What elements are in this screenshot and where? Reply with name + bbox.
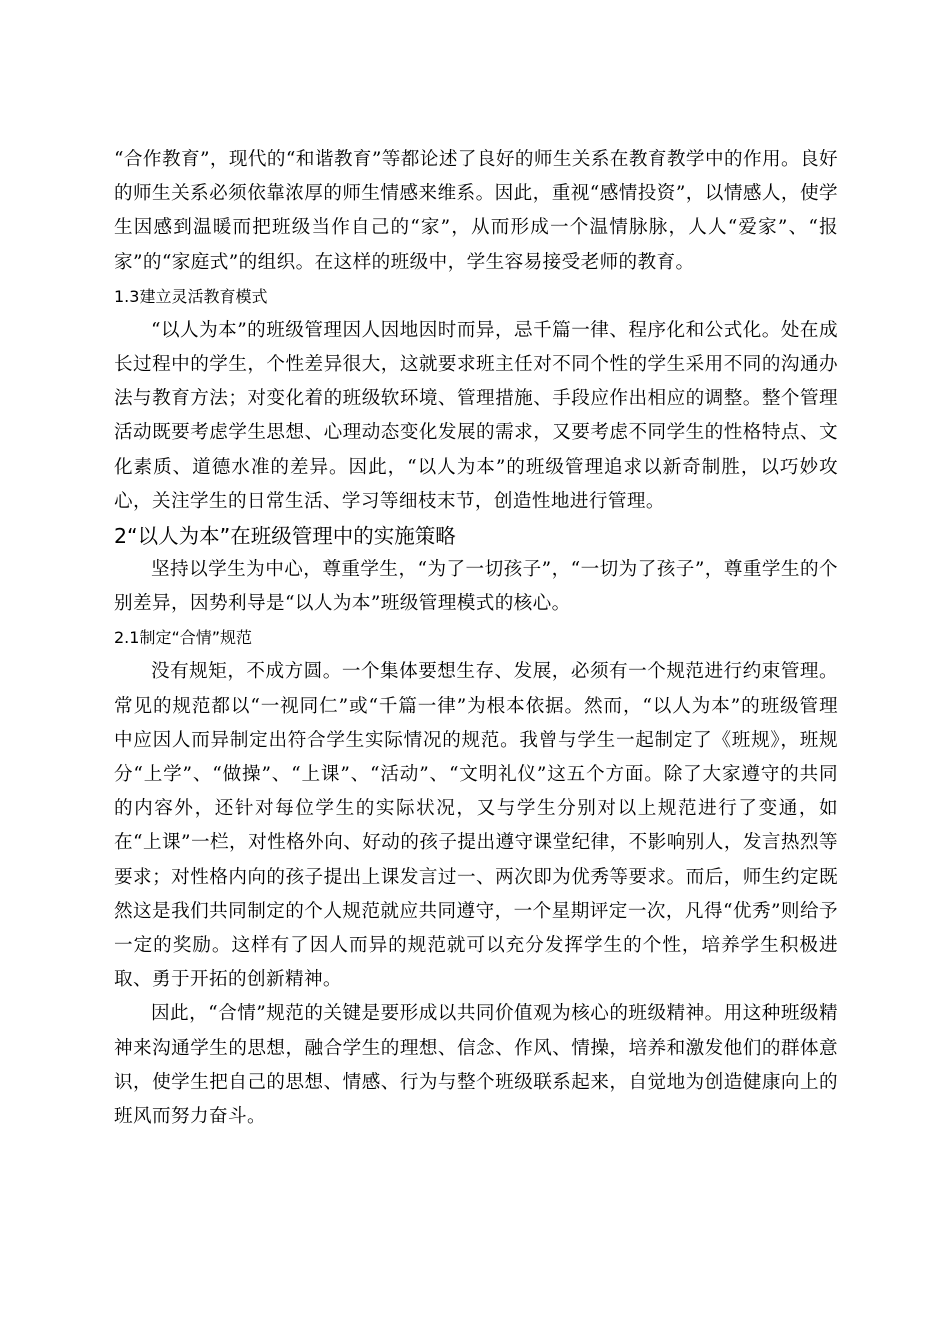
- paragraph-1-3: “以人为本”的班级管理因人因地因时而异，忌千篇一律、程序化和公式化。处在成长过程中的学生，个性差异很大，这就要求班主任对不同个性的学生采用不同的沟通办法与教育方法；对变化着的班级软环境、管理措施、手段应作出相应的调整。整个管理活动既要考虑学生思想、心理动态变化发展的需求，又要考虑不同学生的性格特点、文化素质、道德水准的差异。因此，“以人为本”的班级管理追求以新奇制胜，以巧妙攻心，关注学生的日常生活、学习等细枝末节，创造性地进行管理。: [114, 319, 838, 512]
- paragraph-intro: “合作教育”，现代的“和谐教育”等都论述了良好的师生关系在教育教学中的作用。良好的师生关系必须依靠浓厚的师生情感来维系。因此，重视“感情投资”，以情感人，使学生因感到温暖而把班级当作自己的“家”，从而形成一个温情脉脉，人人“爱家”、“报家”的“家庭式”的组织。在这样的班级中，学生容易接受老师的教育。: [114, 149, 838, 273]
- paragraph-2-1-b: 因此，“合情”规范的关键是要形成以共同价值观为核心的班级精神。用这种班级精神来沟通学生的思想，融合学生的理想、信念、作风、情操，培养和激发他们的群体意识，使学生把自己的思想、情感、行为与整个班级联系起来，自觉地为创造健康向上的班风而努力奋斗。: [114, 1003, 838, 1128]
- paragraph-2: 坚持以学生为中心，尊重学生，“为了一切孩子”，“一切为了孩子”，尊重学生的个别差异，因势利导是“以人为本”班级管理模式的核心。: [114, 559, 838, 615]
- document-body: [114, 143, 838, 1134]
- paragraph-2-1-a: 没有规矩，不成方圆。一个集体要想生存、发展，必须有一个规范进行约束管理。常见的规范都以“一视同仁”或“千篇一律”为根本依据。然而，“以人为本”的班级管理中应因人而异制定出符合学生实际情况的规范。我曾与学生一起制定了《班规》，班规分“上学”、“做操”、“上课”、“活动”、“文明礼仪”这五个方面。除了大家遵守的共同的内容外，还针对每位学生的实际状况，又与学生分别对以上规范进行了变通，如在“上课”一栏，对性格外向、好动的孩子提出遵守课堂纪律，不影响别人，发言热烈等要求；对性格内向的孩子提出上课发言过一、两次即为优秀等要求。而后，师生约定既然这是我们共同制定的个人规范就应共同遵守，一个星期评定一次，凡得“优秀”则给予一定的奖励。这样有了因人而异的规范就可以充分发挥学生的个性，培养学生积极进取、勇于开拓的创新精神。: [114, 661, 838, 991]
- section-heading-1-3: 1.3建立灵活教育模式: [114, 286, 268, 306]
- section-heading-2-1: 2.1制定“合情”规范: [114, 628, 253, 648]
- section-heading-2: 2“以人为本”在班级管理中的实施策略: [114, 524, 456, 549]
